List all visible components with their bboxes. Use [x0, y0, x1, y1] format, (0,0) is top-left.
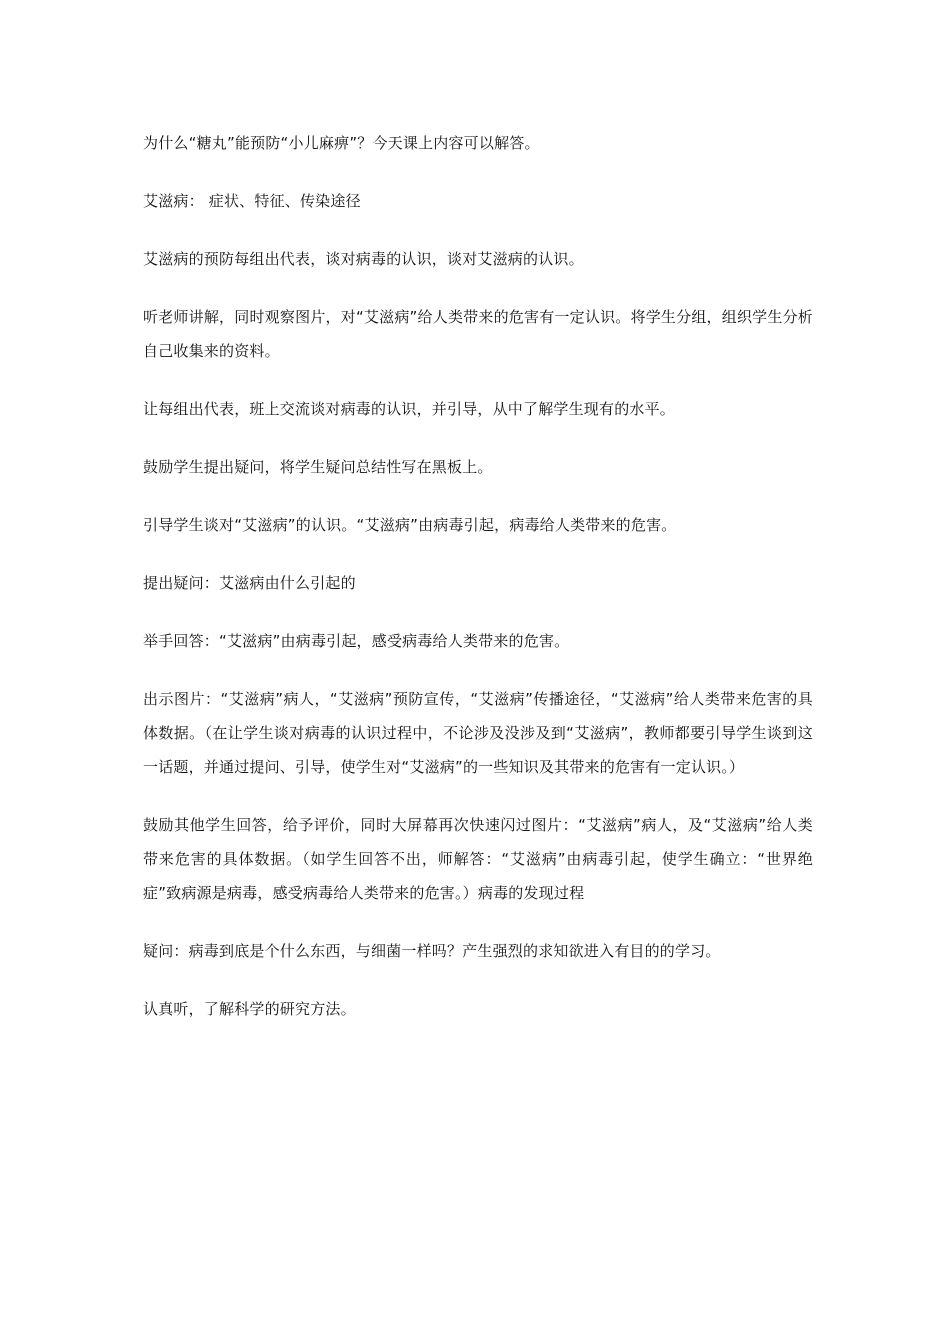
paragraph-answer: 举手回答：“艾滋病”由病毒引起，感受病毒给人类带来的危害。 [143, 632, 570, 650]
paragraph-virus-question: 疑问：病毒到底是个什么东西，与细菌一样吗？产生强烈的求知欲进入有目的的学习。 [143, 942, 721, 960]
paragraph-raise-question: 提出疑问：艾滋病由什么引起的 [143, 574, 356, 592]
paragraph-polio-question: 为什么“糖丸”能预防“小儿麻痹”？今天课上内容可以解答。 [143, 134, 540, 152]
paragraph-aids-prevention: 艾滋病的预防每组出代表，谈对病毒的认识，谈对艾滋病的认识。 [143, 250, 584, 268]
document-body [143, 126, 813, 1050]
paragraph-listen-carefully: 认真听，了解科学的研究方法。 [143, 1000, 356, 1018]
paragraph-teacher-explanation: 听老师讲解，同时观察图片，对“艾滋病”给人类带来的危害有一定认识。将学生分组，组织学生分析自己收集来的资料。 [143, 308, 813, 360]
paragraph-show-pictures: 出示图片：“艾滋病”病人，“艾滋病”预防宣传，“艾滋病”传播途径，“艾滋病”给人类带来危害的具体数据。（在让学生谈对病毒的认识过程中，不论涉及没涉及到“艾滋病”，教师都要引导学生谈到这一话题，并通过提问、引导，使学生对“艾滋病”的一些知识及其带来的危害有一定认识。） [143, 690, 813, 776]
paragraph-group-exchange: 让每组出代表，班上交流谈对病毒的认识，并引导，从中了解学生现有的水平。 [143, 400, 676, 418]
paragraph-encourage-answers: 鼓励其他学生回答，给予评价，同时大屏幕再次快速闪过图片：“艾滋病”病人，及“艾滋病”给人类带来危害的具体数据。（如学生回答不出，师解答：“艾滋病”由病毒引起，使学生确立：“世界绝症”致病源是病毒，感受病毒给人类带来的危害。）病毒的发现过程 [143, 816, 813, 902]
paragraph-aids-symptoms: 艾滋病： 症状、特征、传染途径 [143, 192, 361, 210]
paragraph-encourage-questions: 鼓励学生提出疑问，将学生疑问总结性写在黑板上。 [143, 458, 493, 476]
paragraph-guide-discussion: 引导学生谈对“艾滋病”的认识。“艾滋病”由病毒引起，病毒给人类带来的危害。 [143, 516, 677, 534]
